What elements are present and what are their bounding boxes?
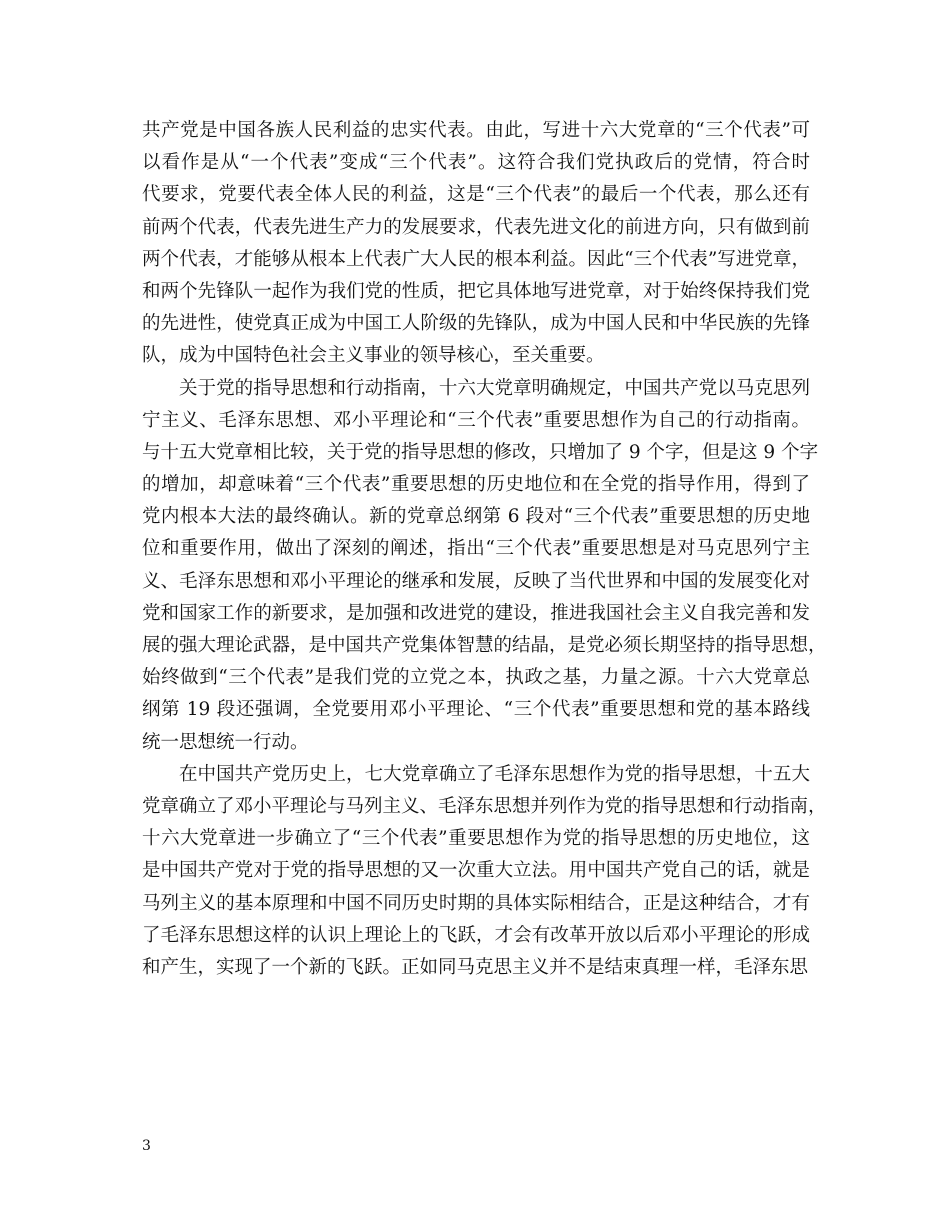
page-number: 3 <box>142 1138 151 1154</box>
body-text <box>142 115 827 984</box>
text-line: 共产党是中国各族人民利益的忠实代表。由此，写进十六大党章的“三个代表”可 <box>142 120 810 141</box>
text-line: 队，成为中国特色社会主义事业的领导核心，至关重要。 <box>142 345 605 367</box>
text-line: 党内根本大法的最终确认。新的党章总纲第 6 段对“三个代表”重要思想的历史地 <box>142 506 810 528</box>
text-line: 统一思想统一行动。 <box>142 731 309 753</box>
text-line: 纲第 19 段还强调，全党要用邓小平理论、“三个代表”重要思想和党的基本路线 <box>142 699 810 721</box>
text-line: 十六大党章进一步确立了“三个代表”重要思想作为党的指导思想的历史地位，这 <box>142 828 810 850</box>
text-line: 了毛泽东思想这样的认识上理论上的飞跃，才会有改革开放以后邓小平理论的形成 <box>142 924 810 946</box>
text-line: 党章确立了邓小平理论与马列主义、毛泽东思想并列作为党的指导思想和行动指南， <box>142 795 827 817</box>
text-line: 以看作是从“一个代表”变成“三个代表”。这符合我们党执政后的党情，符合时 <box>142 152 810 174</box>
text-line: 宁主义、毛泽东思想、邓小平理论和“三个代表”重要思想作为自己的行动指南。 <box>142 409 810 431</box>
text-line: 的增加，却意味着“三个代表”重要思想的历史地位和在全党的指导作用，得到了 <box>142 474 810 496</box>
text-line: 代要求，党要代表全体人民的利益，这是“三个代表”的最后一个代表，那么还有 <box>142 184 810 206</box>
text-line: 是中国共产党对于党的指导思想的又一次重大立法。用中国共产党自己的话，就是 <box>142 860 810 882</box>
text-line: 与十五大党章相比较，关于党的指导思想的修改，只增加了 9 个字，但是这 9 个字 <box>142 441 819 463</box>
text-line: 前两个代表，代表先进生产力的发展要求，代表先进文化的前进方向，只有做到前 <box>142 216 810 238</box>
text-line: 和两个先锋队一起作为我们党的性质，把它具体地写进党章，对于始终保持我们党 <box>142 280 810 302</box>
text-line: 义、毛泽东思想和邓小平理论的继承和发展，反映了当代世界和中国的发展变化对 <box>142 570 810 592</box>
text-line: 位和重要作用，做出了深刻的阐述，指出“三个代表”重要思想是对马克思列宁主 <box>142 538 810 560</box>
text-line: 党和国家工作的新要求，是加强和改进党的建设，推进我国社会主义自我完善和发 <box>142 602 810 624</box>
text-line: 在中国共产党历史上，七大党章确立了毛泽东思想作为党的指导思想，十五大 <box>179 763 810 785</box>
text-line: 的先进性，使党真正成为中国工人阶级的先锋队，成为中国人民和中华民族的先锋 <box>142 313 810 335</box>
text-line: 关于党的指导思想和行动指南，十六大党章明确规定，中国共产党以马克思列 <box>179 377 810 399</box>
text-line: 始终做到“三个代表”是我们党的立党之本，执政之基，力量之源。十六大党章总 <box>142 667 810 689</box>
text-line: 马列主义的基本原理和中国不同历史时期的具体实际相结合，正是这种结合，才有 <box>142 892 810 914</box>
text-line: 展的强大理论武器，是中国共产党集体智慧的结晶，是党必须长期坚持的指导思想， <box>142 635 827 656</box>
text-line: 两个代表，才能够从根本上代表广大人民的根本利益。因此“三个代表”写进党章， <box>142 248 810 270</box>
text-line: 和产生，实现了一个新的飞跃。正如同马克思主义并不是结束真理一样，毛泽东思 <box>142 956 809 978</box>
